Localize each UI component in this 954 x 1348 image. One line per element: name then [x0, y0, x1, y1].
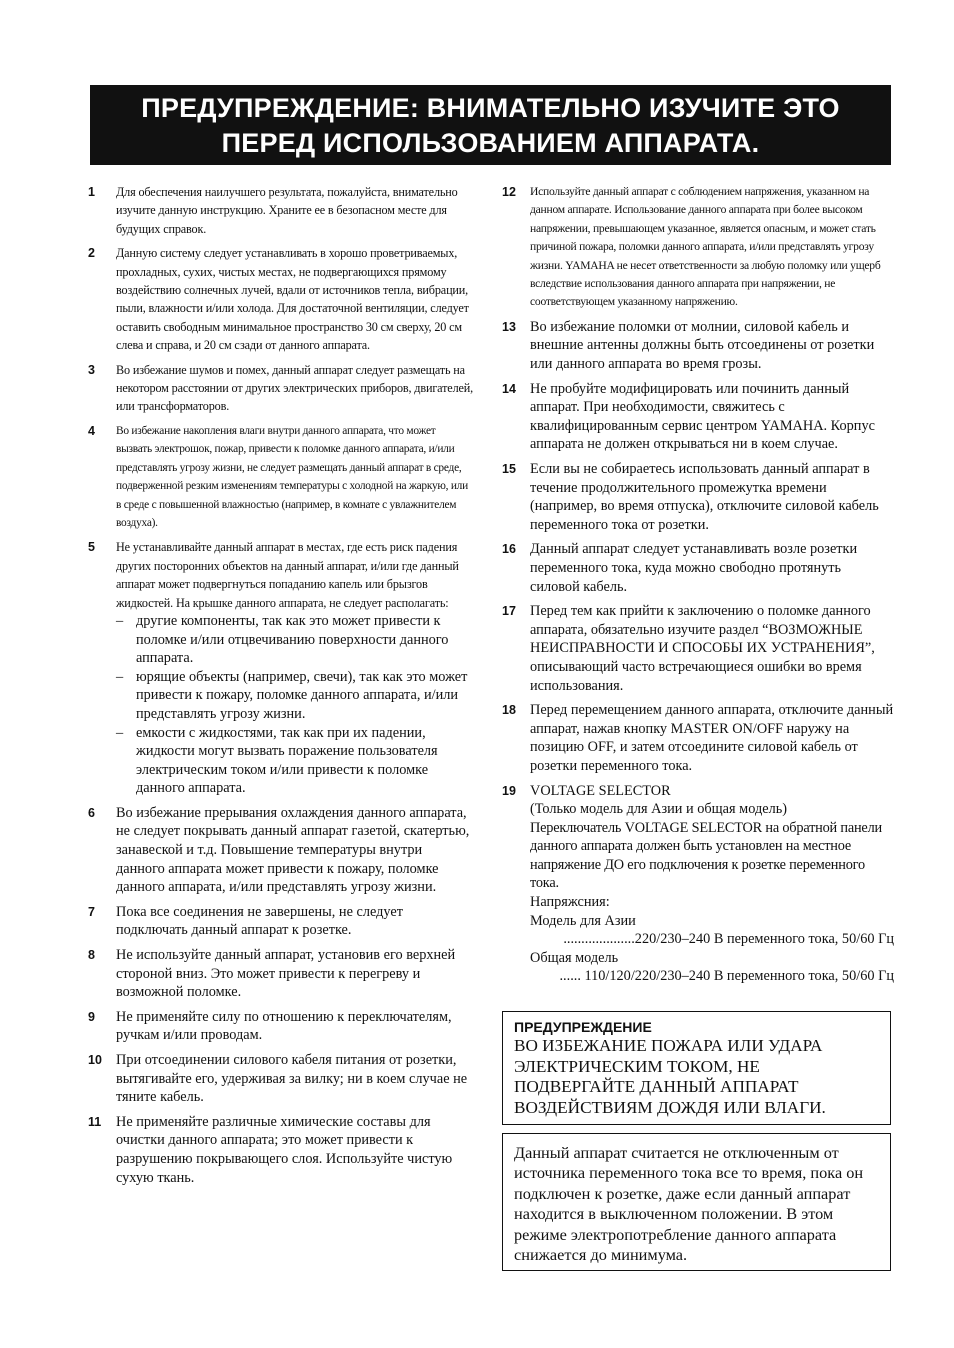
item-text: Данный аппарат следует устанавливать возле розетки переменного тока, куда можно свободно протянуть силовой кабель.	[530, 541, 858, 595]
left-column	[88, 183, 474, 1193]
item-text: Если вы не собираетесь использовать данный аппарат в течение продолжительного промежутка времени (например, во время отпуска), отключите силовой кабель переменного тока от розетки.	[530, 461, 879, 533]
item-text: Данную систему следует устанавливать в хорошо проветриваемых, прохладных, сухих, чистых местах, не подвергающихся прямому воздействию солнечных лучей, вдали от источников тепла, вибрации, пыли, влажности и/или холода. Для достаточной вентиляции, следует оставить свободным минимальное пространство 30 см сверху, 20 см слева и справа, и 20 см сзади от данного аппарата.	[116, 246, 469, 353]
item-text: Во избежание поломки от молнии, силовой кабель и внешние антенны должны быть отсоединены от розетки или данного аппарата во время грозы.	[530, 318, 875, 373]
item-number: 13	[502, 319, 516, 334]
item-text: Не пробуйте модифицировать или починить данный аппарат. При необходимости, свяжитесь с квалифицированным сервис центром YAMAHA. Корпус аппарата не должен открываться ни в коем случае.	[530, 380, 875, 453]
item-number: 19	[502, 783, 516, 798]
list-item-12	[502, 183, 894, 312]
dash-bullet: –	[116, 668, 124, 685]
item-body	[116, 538, 474, 798]
item-text: При отсоединении силового кабеля питания от розетки, вытягивайте его, удерживая за вилку; ни в коем случае не тяните кабель.	[116, 1052, 468, 1106]
item-number: 2	[88, 246, 95, 261]
list-item-7	[88, 903, 474, 940]
item-text: Переключатель VOLTAGE SELECTOR на обратной панели данного аппарата должен быть установлен на местное напряжение ДО его подключения к розетке переменного тока.	[530, 819, 882, 892]
list-item-5	[88, 538, 474, 798]
item-text: Не применяйте силу по отношению к переключателям, ручкам и/или проводам.	[116, 1008, 452, 1044]
item-text: Не устанавливайте данный аппарат в местах, где есть риск падения других посторонних объектов на данный аппарат, и/или где данный аппарат может подвергнуться попаданию капель или брызгов жидкостей. На крышке данного аппарата, не следует располагать:	[116, 540, 459, 610]
item-number: 9	[88, 1009, 95, 1024]
general-model-label: Общая модель	[530, 949, 619, 966]
list-item-18	[502, 701, 894, 775]
item-number: 11	[88, 1114, 102, 1129]
item-number: 4	[88, 423, 95, 438]
dash-bullet: –	[116, 724, 124, 741]
sub-item	[116, 668, 474, 724]
item-text: Перед тем как прийти к заключению о поломке данного аппарата, обязательно изучите раздел “ВОЗМОЖНЫЕ НЕИСПРАВНОСТИ И СПОСОБЫ ИХ УСТРАНЕНИЯ”, описывающий часто встречающиеся ошибки во время использования.	[530, 603, 875, 694]
sub-item-text: емкости с жидкостями, так как при их падении, жидкости могут вызвать поражение пользователя электрическим током и/или привести к поломке данного аппарата.	[136, 724, 438, 797]
item-number: 12	[502, 185, 516, 199]
item-text: Перед перемещением данного аппарата, отключите данный аппарат, нажав кнопку MASTER ON/OFF наружу на позицию OFF, и затем отсоедините силовой кабель от розетки переменного тока.	[530, 702, 894, 774]
sub-item	[116, 724, 474, 798]
dash-bullet: –	[116, 612, 124, 629]
item-number: 17	[502, 604, 516, 619]
item-number: 10	[88, 1053, 102, 1067]
item-number: 7	[88, 904, 95, 919]
sub-item	[116, 612, 474, 668]
list-item-6	[88, 804, 474, 897]
warning-box	[502, 1011, 891, 1125]
warning-banner	[90, 85, 891, 165]
item-text: Не применяйте различные химические составы для очистки данного аппарата; это может привести к разрушению покрывающего слоя. Используйте чистую сухую ткань.	[116, 1113, 453, 1186]
item-number: 3	[88, 362, 95, 377]
list-item-17	[502, 602, 894, 695]
item-body	[530, 782, 894, 987]
voltage-selector-title: VOLTAGE SELECTOR	[530, 782, 671, 799]
asia-model-voltage: ....................220/230–240 В переменного тока, 50/60 Гц	[563, 931, 894, 948]
warning-title: ПРЕДУПРЕЖДЕНИЕ	[514, 1019, 652, 1035]
power-note-text: Данный аппарат считается не отключенным от источника переменного тока все то время, пока он подключен к розетке, даже если данный аппарат находится в выключенном положении. В этом режиме электропотребление данного аппарата снижается до минимума.	[514, 1143, 864, 1265]
list-item-13	[502, 318, 894, 374]
item-text: Используйте данный аппарат с соблюдением напряжения, указанном на данном аппарате. Использование данного аппарата при более высоком напряжении, превышающем указанное, является опасным, и может стать причиной пожара, поломки данного аппарата, и/или представлять угрозу жизни. YAMAHA не несет ответственности за любую поломку или ущерб вследствие использования данного аппарата при напряжении, не соответствующем указанному напряжению.	[530, 185, 881, 309]
item-number: 5	[88, 540, 95, 555]
item-text: Во избежание шумов и помех, данный аппарат следует размещать на некотором расстоянии от других электрических приборов, двигателей, или трансформаторов.	[116, 362, 474, 414]
power-note-box	[502, 1133, 891, 1271]
list-item-8	[88, 946, 474, 1002]
list-item-9	[88, 1008, 474, 1045]
sub-item-text: другие компоненты, так как это может привести к поломке и/или отцвечиванию поверхности данного аппарата.	[136, 612, 449, 667]
item-text: Пока все соединения не завершены, не следует подключать данный аппарат к розетке.	[116, 903, 403, 939]
list-item-2	[88, 244, 474, 354]
item-number: 15	[502, 462, 516, 476]
list-item-16	[502, 540, 894, 596]
list-item-14	[502, 380, 894, 454]
sub-item-text: юрящие объекты (например, свечи), так как это может привести к пожару, поломке данного аппарата, и/или представлять угрозу жизни.	[136, 668, 468, 722]
list-item-4	[88, 422, 474, 532]
list-item-10	[88, 1051, 474, 1107]
asia-model-label: Модель для Азии	[530, 912, 636, 929]
warning-text: ВО ИЗБЕЖАНИЕ ПОЖАРА ИЛИ УДАРА ЭЛЕКТРИЧЕСКИМ ТОКОМ, НЕ ПОДВЕРГАЙТЕ ДАННЫЙ АППАРАТ ВОЗДЕЙСТВИЯМ ДОЖДЯ ИЛИ ВЛАГИ.	[514, 1036, 826, 1117]
item-text: Для обеспечения наилучшего результата, пожалуйста, внимательно изучите данную инструкцию. Храните ее в безопасном месте для будущих справок.	[116, 185, 458, 236]
list-item-11	[88, 1113, 474, 1187]
item-text: Не используйте данный аппарат, установив его верхней стороной вниз. Это может привести к перегреву и возможной поломке.	[116, 947, 456, 1001]
item-text: Во избежание прерывания охлаждения данного аппарата, не следует покрывать данный аппарат газетой, скатертью, занавеской и т.д. Повышение температуры внутри данного аппарата может привести к пожару, поломке данного аппарата, и/или представлять угрозу жизни.	[116, 804, 470, 896]
item-number: 18	[502, 703, 516, 718]
right-column	[502, 183, 894, 992]
item-number: 16	[502, 542, 516, 557]
model-note: (Только модель для Азии и общая модель)	[530, 801, 787, 818]
voltages-label: Напряжсния:	[530, 894, 610, 911]
item-number: 6	[88, 805, 95, 820]
banner-line-2: ПЕРЕД ИСПОЛЬЗОВАНИЕМ АППАРАТА.	[221, 128, 760, 158]
list-item-15	[502, 460, 894, 534]
item-text: Во избежание накопления влаги внутри данного аппарата, что может вызвать электрошок, пожар, привести к поломке данного аппарата, и/или представлять угрозу жизни, не следует размещать данный аппарат в среде, подверженной резким изменениям температуры с холодной на жаркую, или в среде с повышенной влажностью (например, в комнате с увлажнителем воздуха).	[116, 424, 468, 529]
list-item-19	[502, 782, 894, 987]
banner-line-1: ПРЕДУПРЕЖДЕНИЕ: ВНИМАТЕЛЬНО ИЗУЧИТЕ ЭТО	[141, 93, 840, 123]
general-model-voltage: ...... 110/120/220/230–240 В переменного тока, 50/60 Гц	[559, 968, 894, 985]
item-number: 8	[88, 948, 95, 963]
list-item-3	[88, 361, 474, 416]
item-number: 1	[88, 185, 95, 199]
list-item-1	[88, 183, 474, 238]
item-number: 14	[502, 381, 516, 396]
